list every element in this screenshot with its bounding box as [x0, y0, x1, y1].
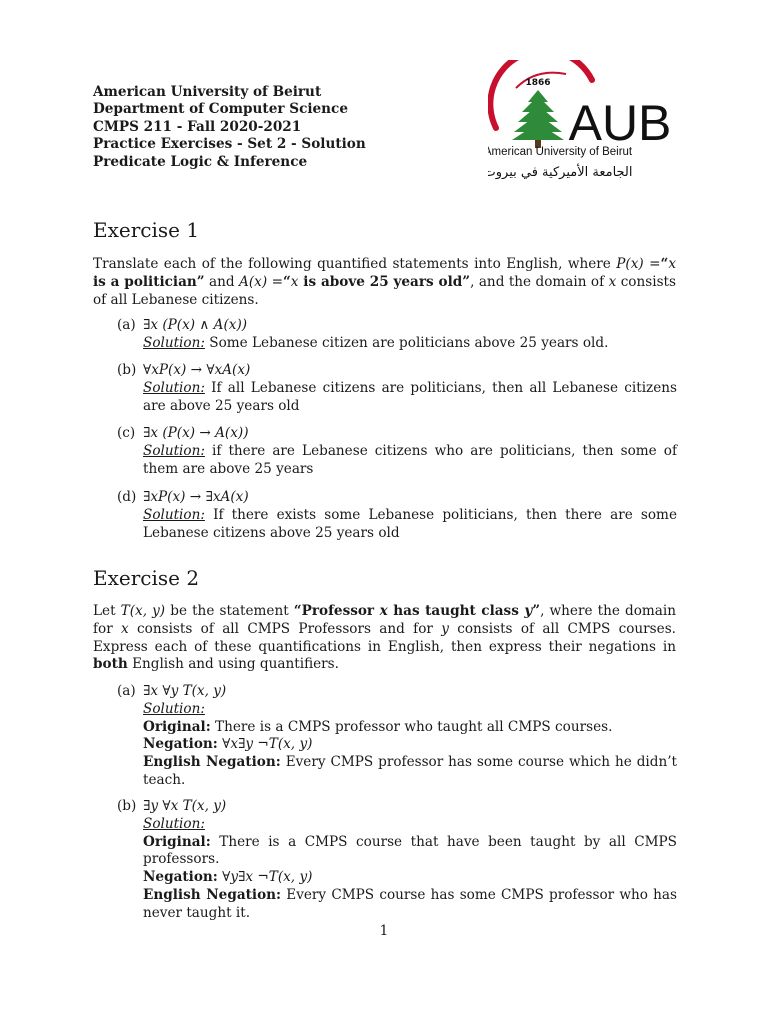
page-number: 1	[379, 923, 389, 939]
math-ax: A(x) =	[239, 273, 283, 290]
item-solution	[143, 380, 677, 416]
intro-text: and	[204, 273, 240, 290]
bold-statement: “Professor	[293, 603, 380, 619]
english-negation-text: Every CMPS course has some CMPS professor who has never taught it.	[143, 886, 677, 921]
original-line	[143, 719, 677, 737]
english-negation-text: Every CMPS professor has some course which he didn’t teach.	[143, 754, 677, 788]
math-x: x	[121, 620, 129, 637]
item-solution	[143, 335, 677, 353]
quote-open: “	[660, 256, 669, 272]
logo-arabic-name: الجامعة الأميركية في بيروت	[488, 165, 633, 180]
item-formula: ∃x ∀y T(x, y)	[143, 683, 227, 699]
item-label: (a)	[117, 683, 136, 699]
english-negation-line	[143, 887, 677, 923]
intro-text: be the statement	[165, 603, 294, 619]
solution-text: Some Lebanese citizen are politicians above 25 years old.	[204, 334, 609, 351]
negation-formula: ∀x∃y ¬T(x, y)	[217, 736, 313, 753]
solution-label: Solution:	[143, 506, 205, 523]
logo-letters: AUB	[568, 95, 672, 151]
header-department: Department of Computer Science	[93, 101, 348, 118]
solution-text: If there exists some Lebanese politicians, then there are some Lebanese citizens above 25 years old	[143, 506, 677, 541]
solution-label: Solution:	[143, 379, 205, 396]
exercise-1-item-b	[117, 362, 677, 415]
intro-text: Let	[93, 603, 121, 619]
negation-label: Negation:	[143, 736, 218, 753]
bold-politician: is a politician”	[93, 273, 205, 290]
intro-text: English and using quantifiers.	[127, 656, 339, 673]
cedar-tree-icon	[512, 90, 564, 148]
math-x: x	[379, 603, 388, 619]
item-label: (a)	[117, 317, 136, 333]
item-formula: ∃xP(x) → ∃xA(x)	[143, 489, 249, 505]
negation-line	[143, 736, 677, 754]
intro-text: , where the domain for	[93, 603, 676, 637]
header-university: American University of Beirut	[93, 84, 322, 100]
intro-text: consists of all CMPS Professors and for	[128, 620, 442, 637]
bold-statement: ”	[532, 603, 541, 619]
header-topic: Predicate Logic & Inference	[93, 153, 308, 170]
bold-age: is above 25 years old”	[298, 273, 471, 290]
negation-label: Negation:	[143, 869, 218, 886]
math-y: y	[524, 603, 533, 619]
english-negation-label: English Negation:	[143, 886, 282, 903]
aub-logo	[488, 60, 678, 185]
header-set: Practice Exercises - Set 2 - Solution	[93, 136, 366, 153]
original-text: There is a CMPS professor who taught all CMPS courses.	[210, 718, 613, 735]
item-formula: ∃x (P(x) → A(x))	[143, 425, 249, 441]
exercise-1-item-d	[117, 489, 677, 542]
aub-logo-graphic	[488, 60, 678, 185]
original-line	[143, 834, 677, 870]
bold-statement: has taught class	[387, 603, 525, 619]
math-x: x	[608, 273, 617, 290]
item-label: (b)	[117, 362, 137, 378]
item-label: (b)	[117, 798, 137, 814]
negation-formula: ∀y∃x ¬T(x, y)	[217, 869, 313, 886]
item-formula: ∃y ∀x T(x, y)	[143, 798, 227, 814]
exercise-1-intro	[93, 256, 676, 309]
math-y: y	[441, 620, 449, 637]
solution-text: If all Lebanese citizens are politicians, then all Lebanese citizens are above 25 years old	[143, 379, 677, 414]
math-x: x	[290, 273, 299, 290]
exercise-2-item-a	[117, 683, 677, 790]
solution-label: Solution:	[143, 700, 205, 717]
original-text: There is a CMPS course that have been taught by all CMPS professors.	[143, 833, 677, 868]
english-negation-label: English Negation:	[143, 754, 281, 771]
negation-line	[143, 869, 677, 887]
intro-text: consists of all CMPS courses. Express each of these quantifications in English, then express their negations in	[93, 620, 676, 655]
intro-text: consists of all Lebanese citizens.	[93, 273, 676, 308]
exercise-1-item-c	[117, 425, 677, 478]
exercise-2-item-b	[117, 798, 677, 923]
item-label: (d)	[117, 489, 137, 505]
quote-open: “	[282, 273, 291, 290]
bold-both: both	[93, 656, 128, 673]
header-course: CMPS 211 - Fall 2020-2021	[93, 118, 302, 135]
item-solution	[143, 507, 677, 543]
logo-english-name: American University of Beirut	[488, 146, 633, 158]
item-solution	[143, 443, 677, 479]
original-label: Original:	[143, 833, 211, 850]
intro-text: , and the domain of	[470, 273, 609, 290]
math-px: P(x) =	[616, 256, 661, 272]
logo-year: 1866	[525, 78, 551, 88]
original-label: Original:	[143, 718, 211, 735]
solution-text: if there are Lebanese citizens who are politicians, then some of them are above 25 years	[143, 442, 677, 477]
math-txy: T(x, y)	[120, 603, 166, 619]
solution-label: Solution:	[143, 815, 205, 832]
item-formula: ∃x (P(x) ∧ A(x))	[143, 317, 248, 333]
exercise-2-title: Exercise 2	[93, 566, 200, 590]
exercise-1-item-a	[117, 317, 677, 353]
solution-label: Solution:	[143, 442, 205, 459]
exercise-1-title: Exercise 1	[93, 218, 200, 242]
item-label: (c)	[117, 425, 136, 441]
exercise-2-intro	[93, 603, 676, 674]
item-formula: ∀xP(x) → ∀xA(x)	[143, 362, 251, 378]
document-header	[93, 84, 393, 171]
solution-label: Solution:	[143, 334, 205, 351]
math-x: x	[668, 256, 676, 272]
english-negation-line	[143, 754, 677, 790]
intro-text: Translate each of the following quantified statements into English, where	[93, 256, 617, 272]
